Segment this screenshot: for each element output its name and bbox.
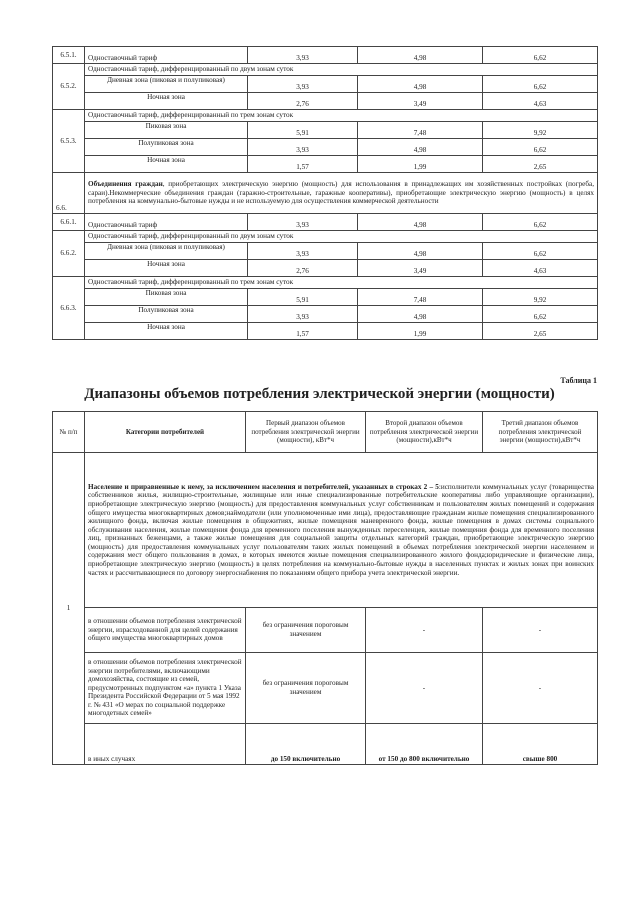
range-1-text: до 150 включительно [270,755,341,764]
tariff-value: 6,62 [483,47,598,64]
tariff-value: 4,63 [483,260,598,277]
tariff-value: 4,98 [358,76,483,93]
tariff-value: 3,93 [248,47,358,64]
category-text: :исполнители коммунальных услуг (товарищества собственников жилья, жилищно-строительные, жилищные или иные специализированные потребительские кооперативы либо управляющие организации), приобретающие электрическую энергию (мощность) для предоставления коммунальных услуг собственникам и пользователям жилых помещений и содержания общего имущества многоквартирных домов;наймодатели (или уполномоченные ими лица), предоставляющие гражданам жилые помещения специализированного жилищного фонда, включая жилые помещения в общежитиях, жилые помещения маневренного фонда, жилые помещения в домах системы социального обслуживания населения, жилые помещения фонда для временного поселения вынужденных переселенцев, жилые помещения фонда для временного поселения лиц, признанных беженцами, а также жилые помещения для социальной защиты отдельных категорий граждан, приобретающие электрическую энергию (мощность) для предоставления коммунальных услуг пользователям таких жилых помещений в объемах потребления электрической энергии населением и содержания мест общего пользования в домах, в которых имеются жилые помещения специализированного жилого фонда;юридические и физические лица, приобретающие электрическую энергию (мощность) в целях потребления на коммунально-бытовые нужды в населенных пунктах и жилых зонах при воинских частях и рассчитывающиеся по договору энергоснабжения по показаниям общего прибора учета электрической энергии. [88,482,595,577]
tariff-value: 3,93 [248,76,358,93]
tariff-value: 3,93 [248,243,358,260]
header-range-1: Первый диапазон объемов потребления электрической энергии (мощности), кВт*ч [246,412,366,453]
tariff-value: 6,62 [483,243,598,260]
row-number: 6.6.3. [53,277,85,340]
tariff-value: 3,93 [248,306,358,323]
tariff-value: 6,62 [483,139,598,156]
category-title: Объединения граждан [88,180,163,189]
zone-label: Пиковая зона [85,122,248,139]
table-row [53,76,598,93]
tariff-value: 2,65 [483,156,598,173]
group-label: Одноставочный тариф, дифференцированный по двум зонам суток [85,231,598,243]
table-row [53,173,598,214]
tariff-table [52,46,598,340]
tariff-value: 3,93 [248,139,358,156]
header-range-3: Третий диапазон объемов потребления электрической энергии (мощности),кВт*ч [483,412,598,453]
table-row [53,64,598,76]
table-row [53,110,598,122]
range-2-value [366,724,483,765]
subrow-label: в отношении объемов потребления электрической энергии потребителями, включающими домохозяйства, состоящие из семей, предусмотренных подпунктом «а» пункта 1 Указа Президента Российской Федерации от 5 мая 1992 г. № 431 «О мерах по социальной поддержке многодетных семей» [85,653,246,724]
tariff-value: 9,92 [483,289,598,306]
table-row [53,306,598,323]
header-range-2: Второй диапазон объемов потребления электрической энергии (мощности),кВт*ч [366,412,483,453]
tariff-value: 4,98 [358,214,483,231]
table-title: Диапазоны объемов потребления электрической энергии (мощности) [84,386,555,402]
zone-label: Ночная зона [85,156,248,173]
tariff-value: 7,48 [358,289,483,306]
category-description [85,173,598,214]
tariff-value: 4,98 [358,139,483,156]
table-row [53,323,598,340]
table-row [53,139,598,156]
range-1-value: без ограничения пороговым значением [246,608,366,653]
tariff-value: 4,98 [358,47,483,64]
tariff-value: 4,98 [358,306,483,323]
zone-label: Дневная зона (пиковая и полупиковая) [85,243,248,260]
group-label: Одноставочный тариф, дифференцированный по трем зонам суток [85,110,598,122]
tariff-value: 2,65 [483,323,598,340]
zone-label: Полупиковая зона [85,306,248,323]
table-row [53,724,598,765]
range-3-text: свыше 800 [522,755,558,764]
table-row [53,93,598,110]
subrow-label: в иных случаях [85,724,246,765]
table-header-row [53,412,598,453]
row-number: 6.6.1. [53,214,85,231]
table-row [53,608,598,653]
tariff-label: Одноставочный тариф [85,47,248,64]
zone-label: Полупиковая зона [85,139,248,156]
tariff-value: 4,63 [483,93,598,110]
tariff-value: 4,98 [358,243,483,260]
tariff-value: 9,92 [483,122,598,139]
category-title: Население и приравненные к нему, за исключением населения и потребителей, указанных в строках 2 – 5 [88,482,439,491]
header-number: № п/п [53,412,85,453]
tariff-value: 6,62 [483,306,598,323]
range-3-value [483,724,598,765]
table-row [53,231,598,243]
row-number: 6.5.2. [53,64,85,110]
table-row [53,156,598,173]
category-description [85,453,598,608]
table-row [53,47,598,64]
table-row [53,260,598,277]
table-row [53,122,598,139]
table-row [53,653,598,724]
table-row [53,289,598,306]
tariff-value: 1,99 [358,323,483,340]
row-number: 6.6.2. [53,231,85,277]
range-2-text: от 150 до 800 включительно [378,755,470,764]
range-3-value: - [483,653,598,724]
zone-label: Ночная зона [85,323,248,340]
tariff-value: 1,57 [248,156,358,173]
zone-label: Дневная зона (пиковая и полупиковая) [85,76,248,93]
row-number: 1 [53,453,85,765]
header-category [85,412,246,453]
tariff-label: Одноставочный тариф [85,214,248,231]
tariff-value: 1,57 [248,323,358,340]
table-row [53,214,598,231]
row-number: 6.5.1. [53,47,85,64]
range-2-value: - [366,653,483,724]
tariff-value: 5,91 [248,289,358,306]
subrow-label: в отношении объемов потребления электрической энергии, израсходованной для целей содержания общего имущества многоквартирных домов [85,608,246,653]
row-number: 6.6. [53,173,85,214]
table-row [53,243,598,260]
tariff-value: 2,76 [248,260,358,277]
range-3-value: - [483,608,598,653]
category-text: , приобретающих электрическую энергию (мощность) для использования в принадлежащих им хозяйственных постройках (погреба, сараи).Некоммерческие объединения граждан (гаражно-строительные, гаражные кооперативы), приобретающие электрическую энергию (мощность) в целях потребления на коммунально-бытовые нужды и не используемую для осуществления коммерческой деятельности [88,180,594,206]
range-2-value: - [366,608,483,653]
tariff-value: 1,99 [358,156,483,173]
zone-label: Ночная зона [85,260,248,277]
header-category-text: Категории потребителей [125,427,205,436]
zone-label: Ночная зона [85,93,248,110]
tariff-value: 3,49 [358,93,483,110]
tariff-value: 6,62 [483,76,598,93]
table-label: Таблица 1 [560,376,597,385]
group-label: Одноставочный тариф, дифференцированный по трем зонам суток [85,277,598,289]
consumption-ranges-table [52,411,598,765]
group-label: Одноставочный тариф, дифференцированный по двум зонам суток [85,64,598,76]
tariff-value: 3,49 [358,260,483,277]
tariff-value: 5,91 [248,122,358,139]
tariff-value: 6,62 [483,214,598,231]
tariff-value: 7,48 [358,122,483,139]
range-1-value: без ограничения пороговым значением [246,653,366,724]
table-row [53,453,598,608]
row-number: 6.5.3. [53,110,85,173]
range-1-value [246,724,366,765]
tariff-value: 2,76 [248,93,358,110]
tariff-value: 3,93 [248,214,358,231]
zone-label: Пиковая зона [85,289,248,306]
table-row [53,277,598,289]
